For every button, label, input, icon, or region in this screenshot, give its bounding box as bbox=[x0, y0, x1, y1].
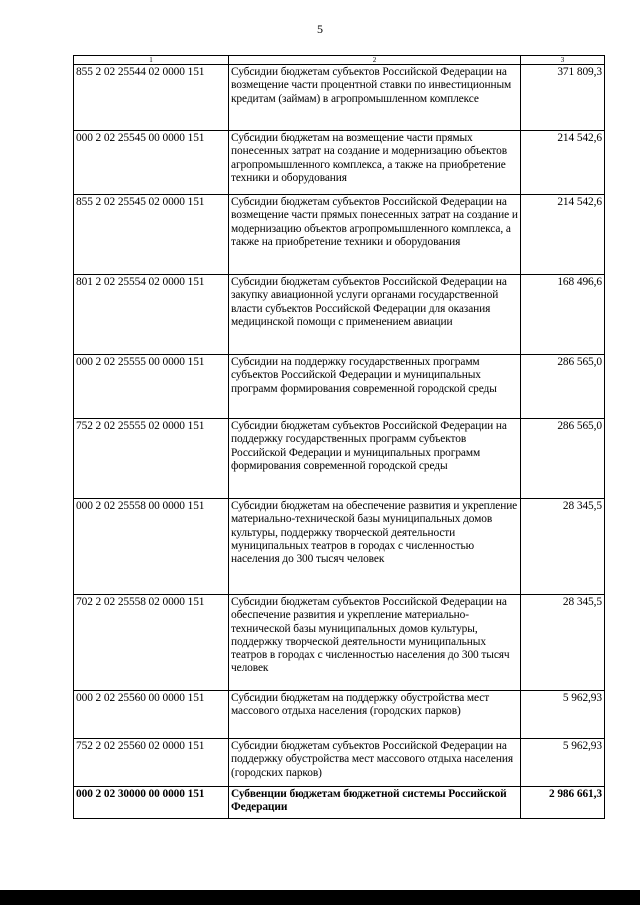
table-row bbox=[74, 275, 605, 355]
table-row bbox=[74, 739, 605, 787]
column-header-description: 2 bbox=[229, 56, 521, 65]
row-description: Субсидии бюджетам субъектов Российской Федерации на поддержку обустройства мест массового отдыха населения (городских парков) bbox=[229, 739, 521, 787]
row-amount: 5 962,93 bbox=[521, 739, 605, 787]
row-code: 855 2 02 25544 02 0000 151 bbox=[74, 65, 229, 131]
row-amount: 214 542,6 bbox=[521, 131, 605, 195]
row-description: Субсидии бюджетам субъектов Российской Федерации на закупку авиационной услуги органами государственной власти субъектов Российской Федерации для оказания медицинской помощи с применением авиации bbox=[229, 275, 521, 355]
budget-table bbox=[73, 55, 605, 819]
row-code: 752 2 02 25560 02 0000 151 bbox=[74, 739, 229, 787]
row-amount: 371 809,3 bbox=[521, 65, 605, 131]
row-code: 000 2 02 25560 00 0000 151 bbox=[74, 691, 229, 739]
row-description: Субсидии бюджетам на возмещение части прямых понесенных затрат на создание и модернизацию объектов агропромышленного комплекса, а также на приобретение техники и оборудования bbox=[229, 131, 521, 195]
row-amount: 214 542,6 bbox=[521, 195, 605, 275]
row-amount: 28 345,5 bbox=[521, 595, 605, 691]
row-amount: 286 565,0 bbox=[521, 419, 605, 499]
table-row bbox=[74, 355, 605, 419]
row-description: Субсидии бюджетам субъектов Российской Федерации на возмещение части процентной ставки по инвестиционным кредитам (займам) в агропромышленном комплексе bbox=[229, 65, 521, 131]
table-row bbox=[74, 65, 605, 131]
table-row bbox=[74, 595, 605, 691]
row-description: Субсидии бюджетам на поддержку обустройства мест массового отдыха населения (городских парков) bbox=[229, 691, 521, 739]
row-amount: 5 962,93 bbox=[521, 691, 605, 739]
row-description: Субсидии бюджетам на обеспечение развития и укрепление материально-технической базы муниципальных домов культуры, поддержку творческой деятельности муниципальных театров в городах с численностью населения до 300 тысяч человек bbox=[229, 499, 521, 595]
row-amount: 286 565,0 bbox=[521, 355, 605, 419]
table-row bbox=[74, 691, 605, 739]
table-row bbox=[74, 131, 605, 195]
row-description: Субсидии на поддержку государственных программ субъектов Российской Федерации и муниципальных программ формирования современной городской среды bbox=[229, 355, 521, 419]
row-code: 000 2 02 25545 00 0000 151 bbox=[74, 131, 229, 195]
table-row-total bbox=[74, 787, 605, 819]
row-description: Субсидии бюджетам субъектов Российской Федерации на возмещение части прямых понесенных затрат на создание и модернизацию объектов агропромышленного комплекса, а также на приобретение техники и оборудования bbox=[229, 195, 521, 275]
row-code: 801 2 02 25554 02 0000 151 bbox=[74, 275, 229, 355]
row-amount: 2 986 661,3 bbox=[521, 787, 605, 819]
table-row bbox=[74, 419, 605, 499]
column-header-amount: 3 bbox=[521, 56, 605, 65]
row-code: 752 2 02 25555 02 0000 151 bbox=[74, 419, 229, 499]
row-description: Субсидии бюджетам субъектов Российской Федерации на обеспечение развития и укрепление материально-технической базы муниципальных домов культуры, поддержку творческой деятельности муниципальных театров в городах с численностью населения до 300 тысяч человек bbox=[229, 595, 521, 691]
row-code: 000 2 02 30000 00 0000 151 bbox=[74, 787, 229, 819]
column-header-code: 1 bbox=[74, 56, 229, 65]
table-header-row bbox=[74, 56, 605, 65]
row-code: 000 2 02 25558 00 0000 151 bbox=[74, 499, 229, 595]
row-amount: 28 345,5 bbox=[521, 499, 605, 595]
page-number: 5 bbox=[317, 22, 323, 36]
row-description: Субвенции бюджетам бюджетной системы Российской Федерации bbox=[229, 787, 521, 819]
row-code: 000 2 02 25555 00 0000 151 bbox=[74, 355, 229, 419]
table-body bbox=[74, 65, 605, 819]
row-description: Субсидии бюджетам субъектов Российской Федерации на поддержку государственных программ субъектов Российской Федерации и муниципальных программ формирования современной городской среды bbox=[229, 419, 521, 499]
row-code: 855 2 02 25545 02 0000 151 bbox=[74, 195, 229, 275]
row-code: 702 2 02 25558 02 0000 151 bbox=[74, 595, 229, 691]
table-row bbox=[74, 499, 605, 595]
scan-edge-bar bbox=[0, 890, 640, 905]
row-amount: 168 496,6 bbox=[521, 275, 605, 355]
table-row bbox=[74, 195, 605, 275]
